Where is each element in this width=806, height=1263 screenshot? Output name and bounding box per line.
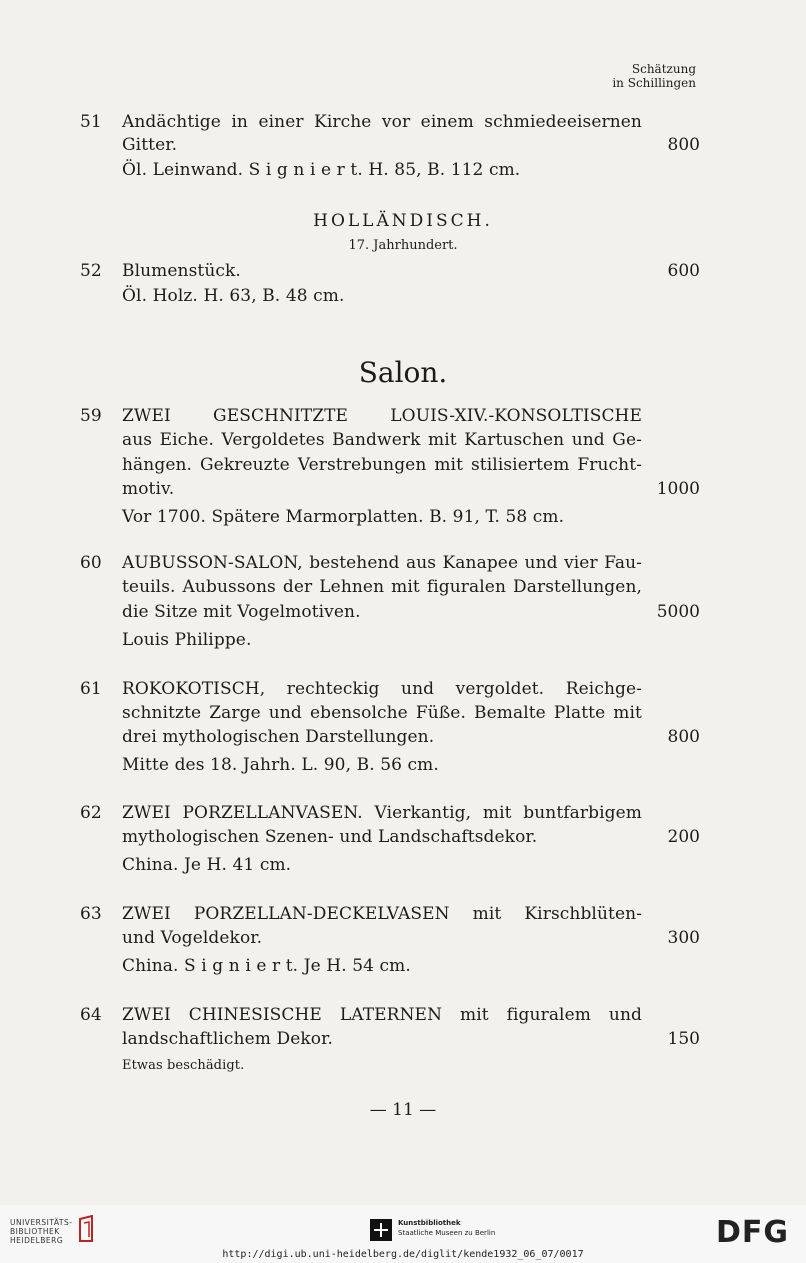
lot-price: 1000	[656, 479, 700, 499]
lot-detail: Vor 1700. Spätere Marmorplatten. B. 91, T. 58 cm.	[122, 507, 565, 527]
dfg-logo: DFG	[716, 1215, 790, 1250]
section-subheading: 17. Jahrhundert.	[348, 238, 458, 253]
lot-price: 300	[667, 928, 700, 948]
lot-description-line: mythologischen Szenen- und Landschaftsdekor.	[122, 827, 538, 847]
source-url-link[interactable]: http://digi.ub.uni-heidelberg.de/diglit/kende1932_06_07/0017	[222, 1249, 584, 1260]
lot-detail: China. Je H. 41 cm.	[122, 855, 292, 875]
lot-number: 52	[80, 261, 102, 281]
lot-description-line: teuils. Aubussons der Lehnen mit figuralen Darstellungen,	[122, 577, 642, 597]
uni-name-line: BIBLIOTHEK	[10, 1227, 60, 1236]
lot-number: 63	[80, 904, 102, 924]
lot-description-line: ZWEI PORZELLAN-DECKELVASEN mit Kirschblüten-	[122, 904, 642, 924]
header-estimate-label	[612, 62, 696, 90]
lot-detail: China. S i g n i e r t. Je H. 54 cm.	[122, 956, 411, 976]
lot-number: 61	[80, 679, 102, 699]
lot-description-line: ZWEI CHINESISCHE LATERNEN mit figuralem und	[122, 1005, 642, 1025]
kunstbibliothek-logo-icon	[370, 1219, 392, 1241]
kunstbibliothek-name	[398, 1218, 495, 1238]
lot-description-line: Blumenstück.	[122, 261, 241, 281]
lot-number: 51	[80, 112, 102, 132]
lot-description-line: landschaftlichem Dekor.	[122, 1029, 333, 1049]
kb-name-line: Kunstbibliothek	[398, 1219, 461, 1227]
lot-description-line: Andächtige in einer Kirche vor einem schmiedeeisernen	[122, 112, 642, 132]
lot-number: 60	[80, 553, 102, 573]
lot-detail: Mitte des 18. Jahrh. L. 90, B. 56 cm.	[122, 755, 439, 775]
lot-number: 62	[80, 803, 102, 823]
lot-description-line: ZWEI GESCHNITZTE LOUIS-XIV.-KONSOLTISCHE	[122, 406, 642, 426]
uni-name-line: HEIDELBERG	[10, 1236, 64, 1245]
kb-name-line: Staatliche Museen zu Berlin	[398, 1229, 496, 1237]
lot-description-line: die Sitze mit Vogelmotiven.	[122, 602, 361, 622]
lot-price: 800	[667, 727, 700, 747]
lot-detail: Öl. Holz. H. 63, B. 48 cm.	[122, 286, 345, 306]
lot-description-line: aus Eiche. Vergoldetes Bandwerk mit Kartuschen und Ge-	[122, 430, 642, 450]
lot-description-line: motiv.	[122, 479, 175, 499]
viewer-footer	[0, 1205, 806, 1263]
lot-description-line: ZWEI PORZELLANVASEN. Vierkantig, mit buntfarbigem	[122, 803, 642, 823]
lot-description-line: und Vogeldekor.	[122, 928, 263, 948]
lot-description-line: AUBUSSON-SALON, bestehend aus Kanapee und vier Fau-	[122, 553, 642, 573]
lot-price: 200	[667, 827, 700, 847]
header-line-2: in Schillingen	[612, 76, 696, 90]
lot-detail: Etwas beschädigt.	[122, 1058, 245, 1073]
lot-number: 64	[80, 1005, 102, 1025]
lot-detail: Louis Philippe.	[122, 630, 252, 650]
uni-name-line: UNIVERSITÄTS-	[10, 1218, 73, 1227]
university-library-name	[10, 1218, 72, 1245]
lot-description-line: drei mythologischen Darstellungen.	[122, 727, 435, 747]
lot-price: 600	[667, 261, 700, 281]
section-heading-salon: Salon.	[358, 356, 448, 389]
section-heading-hollaendisch: HOLLÄNDISCH.	[313, 211, 493, 231]
lot-price: 5000	[656, 602, 700, 622]
university-logo-icon	[78, 1215, 96, 1243]
lot-description-line: Gitter.	[122, 135, 178, 155]
lot-description-line: schnitzte Zarge und ebensolche Füße. Bemalte Platte mit	[122, 703, 642, 723]
lot-price: 150	[667, 1029, 700, 1049]
header-line-1: Schätzung	[631, 62, 696, 76]
lot-description-line: ROKOKOTISCH, rechteckig und vergoldet. Reichge-	[122, 679, 642, 699]
lot-description-line: hängen. Gekreuzte Verstrebungen mit stilisiertem Frucht-	[122, 455, 642, 475]
lot-detail: Öl. Leinwand. S i g n i e r t. H. 85, B. 112 cm.	[122, 160, 521, 180]
page-number: — 11 —	[369, 1100, 437, 1120]
lot-number: 59	[80, 406, 102, 426]
lot-price: 800	[667, 135, 700, 155]
